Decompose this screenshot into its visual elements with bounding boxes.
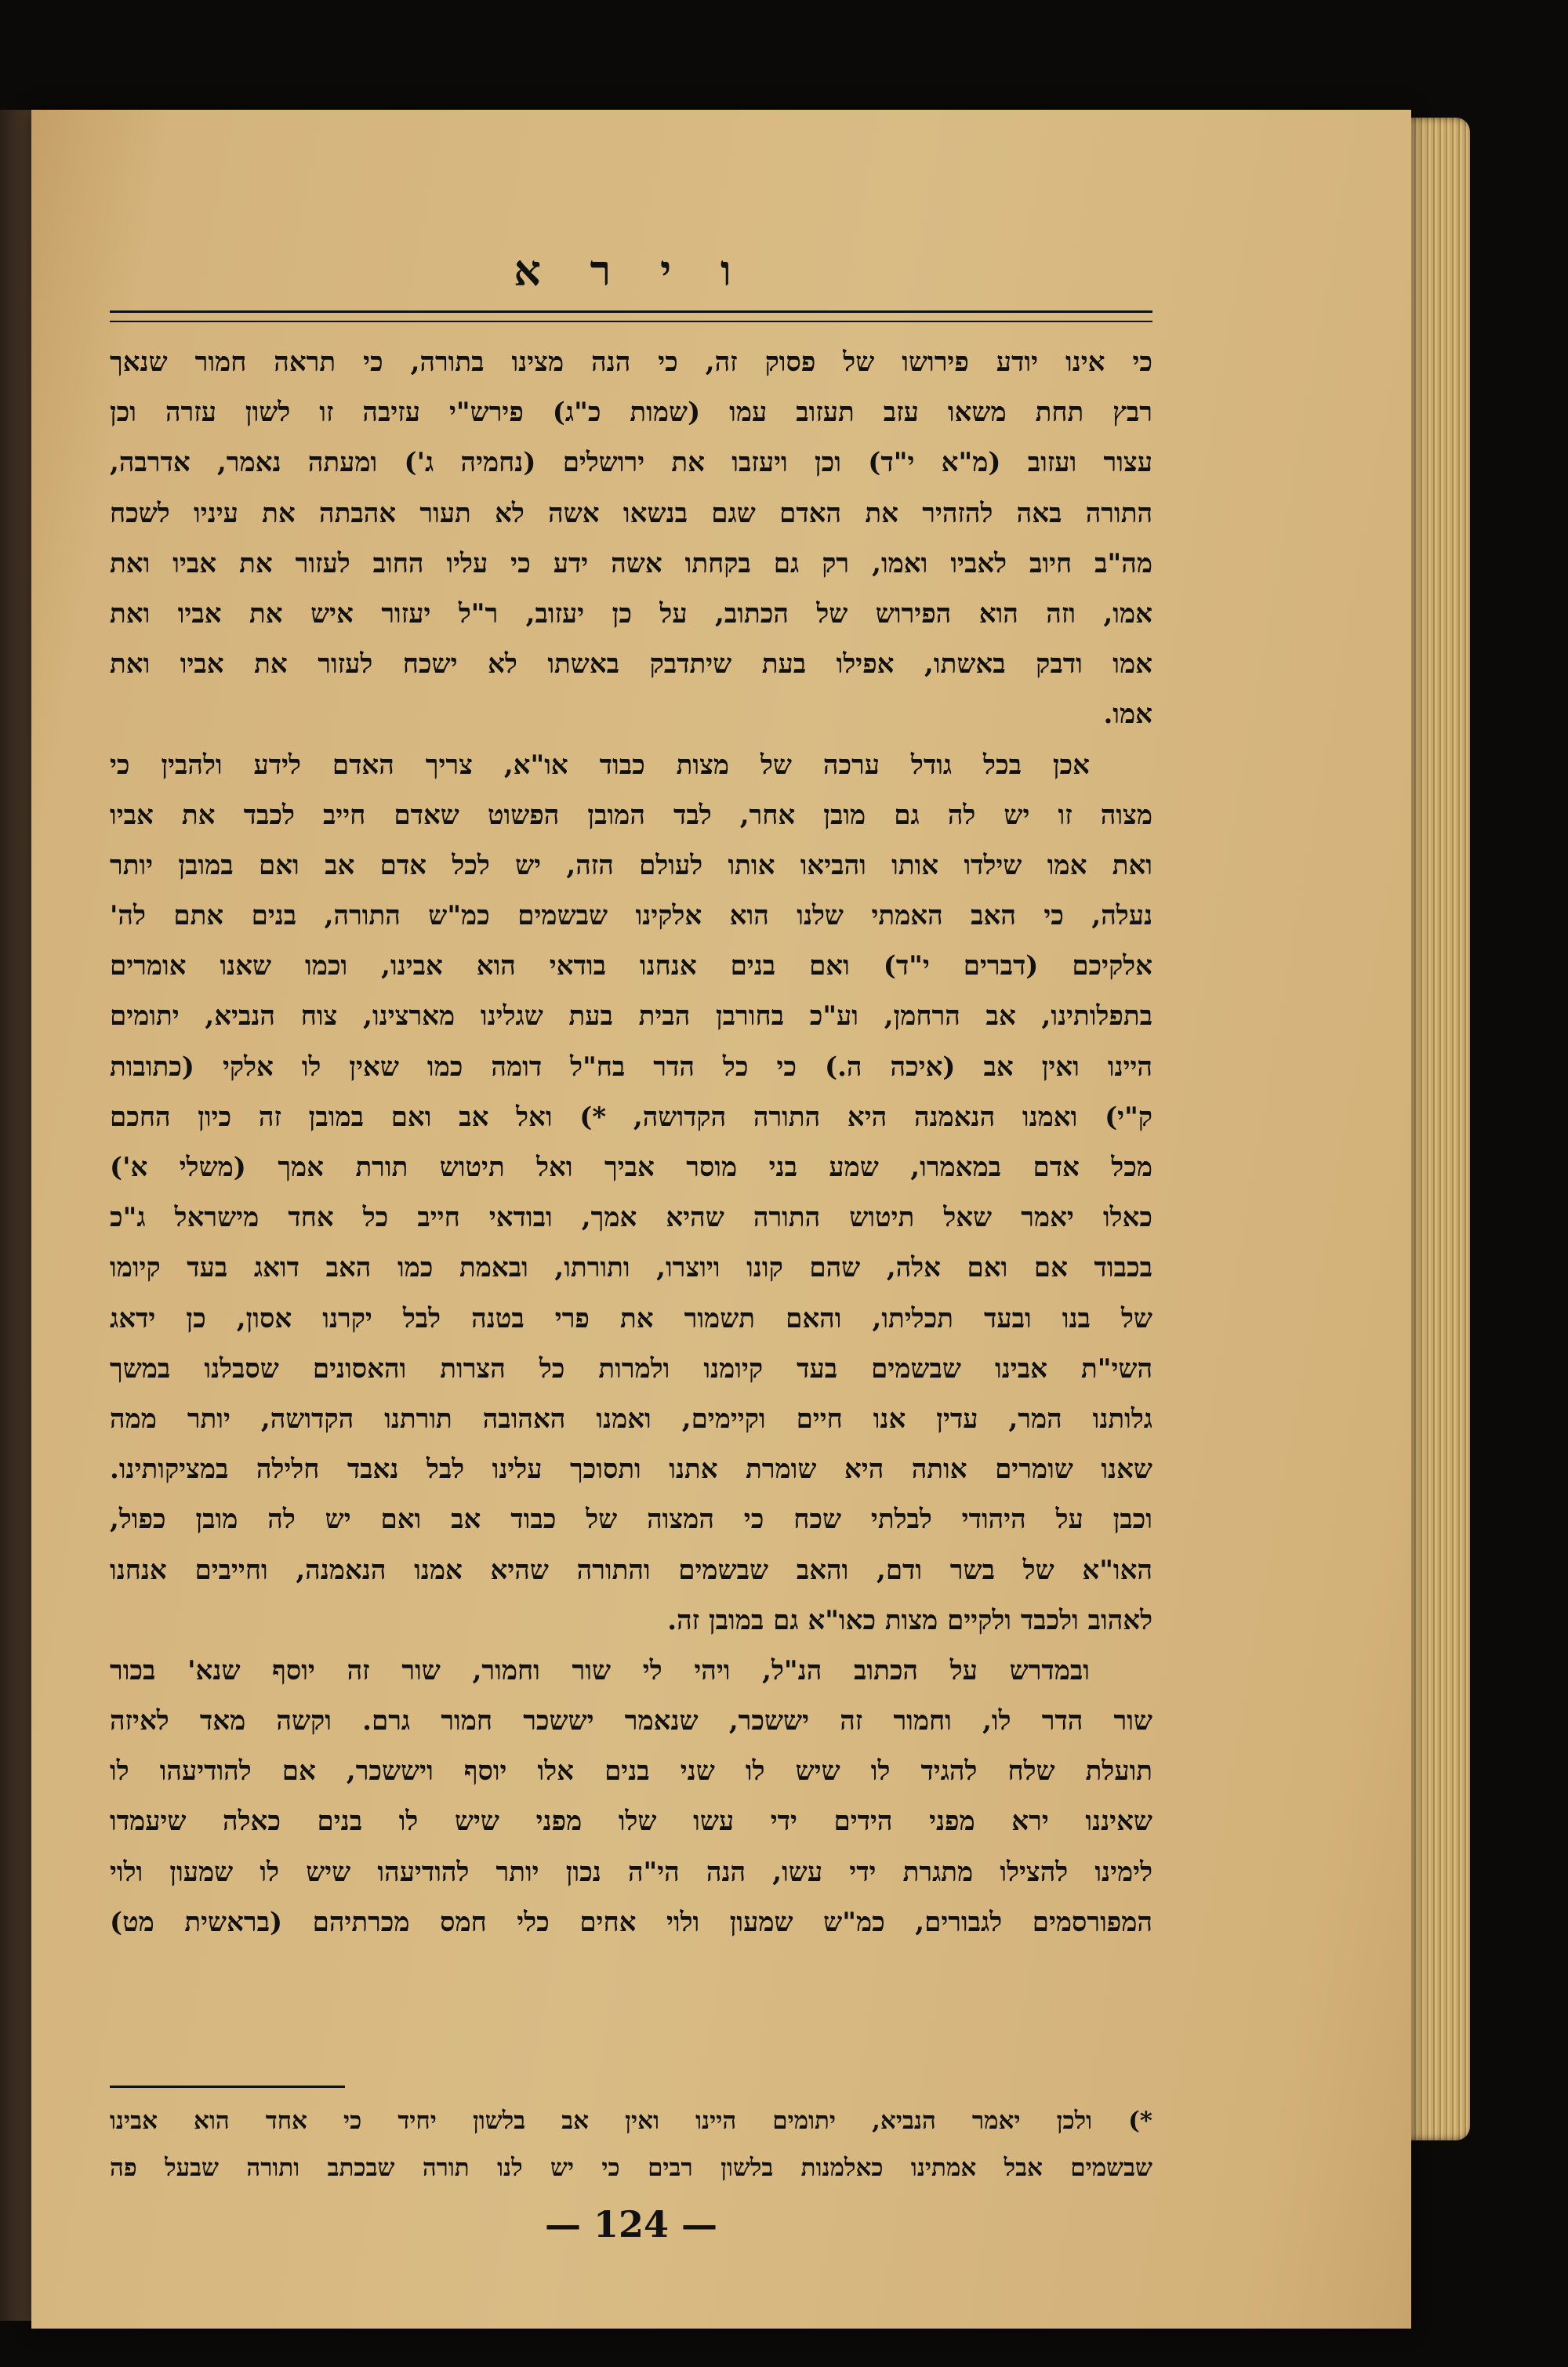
text-line: לימינו להצילו מתגרת ידי עשו, הנה הי"ה נכון יותר להודיעהו שיש לו שמעון ולוי [110,1856,1152,1888]
text-line: אלקיכם (דברים י"ד) ואם בנים אנחנו בודאי הוא אבינו, וכמו שאנו אומרים [110,950,1152,982]
header-double-rule [110,310,1152,322]
page-number: — 124 — [544,2203,718,2245]
text-line: אמו ודבק באשתו, אפילו בעת שיתדבק באשתו לא ישכח לעזור את אביו ואת [110,648,1152,681]
text-line: בכבוד אם ואם אלה, שהם קונו ויוצרו, ותורתו, ובאמת כמו האב דואג בעד קיומו [110,1252,1152,1284]
text-line: כאלו יאמר שאל תיטוש התורה שהיא אמך, ובודאי חייב כל אחד מישראל ג"כ [110,1202,1152,1234]
text-line: לאהוב ולכבד ולקיים מצות כאו"א גם במובן זה. [667,1604,1152,1636]
footnote-line: *) ולכן יאמר הנביא, יתומים היינו ואין אב בלשון יחיד כי אחד הוא אבינו [110,2107,1152,2135]
text-line: השי"ת אבינו שבשמים בעד קיומנו ולמרות כל הצרות והאסונים שסבלנו במשך [110,1352,1152,1385]
text-line: עצור ועזוב (מ"א י"ד) וכן ויעזבו את ירושלים (נחמיה ג') ומעתה נאמר, אדרבה, [110,447,1152,479]
text-line: התורה באה להזהיר את האדם שגם בנשאו אשה לא תעור אהבתה את עיניו לשכח [110,497,1152,529]
text-line: שור הדר לו, וחמור זה יששכר, שנאמר יששכר חמור גרם. וקשה מאד לאיזה [110,1705,1152,1737]
text-line: מה"ב חיוב לאביו ואמו, רק גם בקחתו אשה ידע כי עליו החוב לעזור את אביו ואת [110,547,1152,579]
text-line: ובמדרש על הכתוב הנ"ל, ויהי לי שור וחמור, שור זה יוסף שנא' בכור [110,1654,1090,1686]
text-line: שאנו שומרים אותה היא שומרת אתנו ותסוכך עלינו לבל נאבד חלילה במציקותינו. [110,1454,1152,1486]
text-line: נעלה, כי האב האמתי שלנו הוא אלקינו שבשמים כמ"ש התורה, בנים אתם לה' [110,900,1152,932]
text-line: כי אינו יודע פירושו של פסוק זה, כי הנה מצינו בתורה, כי תראה חמור שנאך [110,347,1152,378]
book-page [31,110,1411,2329]
footnote-line: שבשמים אבל אמתינו כאלמנות בלשון רבים כי יש לנו תורה שבכתב ותורה שבעל פה [110,2154,1152,2182]
text-line: תועלת שלח להגיד לו שיש לו שני בנים אלו יוסף ויששכר, אם להודיעהו לו [110,1755,1152,1788]
text-line: של בנו ובעד תכליתו, והאם תשמור את פרי בטנה לבל יקרנו אסון, כן ידאג [110,1302,1152,1334]
text-line: בתפלותינו, אב הרחמן, וע"כ בחורבן הבית בעת שגלינו מארצינו, צוח הנביא, יתומים [110,1000,1152,1033]
main-text [110,337,1152,1948]
text-line: היינו ואין אב (איכה ה.) כי כל הדר בח"ל דומה כמו שאין לו אלקי (כתובות [110,1051,1152,1083]
text-line: אמו. [1103,699,1152,731]
text-line: מכל אדם במאמרו, שמע בני מוסר אביך ואל תיטוש תורת אמך (משלי א') [110,1152,1152,1183]
text-line: שאיננו ירא מפני הידים ידי עשו שלו מפני שיש לו בנים כאלה שיעמדו [110,1806,1152,1838]
text-line: רבץ תחת משאו עזב תעזוב עמו (שמות כ"ג) פירש"י עזיבה זו לשון עזרה וכן [110,397,1152,429]
running-head: ו י ר א [514,245,749,296]
text-line: אמו, וזה הוא הפירוש של הכתוב, על כן יעזוב, ר"ל יעזור איש את אביו ואת [110,597,1152,630]
text-line: מצוה זו יש לה גם מובן אחר, לבד המובן הפשוט שאדם חייב לכבד את אביו [110,799,1152,831]
facing-page-edge [0,110,31,2321]
text-line: ק"י) ואמנו הנאמנה היא התורה הקדושה, *) ואל אב ואם במובן זה כיון החכם [110,1101,1152,1133]
footnote [110,2097,1152,2191]
text-line: ואת אמו שילדו אותו והביאו אותו לעולם הזה, יש לכל אדם אב ואם במובן יותר [110,849,1152,881]
text-line: גלותנו המר, עדין אנו חיים וקיימים, ואמנו האהובה תורתנו הקדושה, יותר ממה [110,1403,1152,1435]
footnote-rule [110,2086,345,2088]
text-line: וכבן על היהודי לבלתי שכח כי המצוה של כבוד אב ואם יש לה מובן כפול, [110,1504,1152,1536]
text-line: אכן בכל גודל ערכה של מצות כבוד או"א, צריך האדם לידע ולהבין כי [110,749,1090,781]
text-line: המפורסמים לגבורים, כמ"ש שמעון ולוי אחים כלי חמס מכרתיהם (בראשית מט) [110,1906,1152,1938]
text-line: האו"א של בשר ודם, והאב שבשמים והתורה שהיא אמנו הנאמנה, וחייבים אנחנו [110,1554,1152,1586]
